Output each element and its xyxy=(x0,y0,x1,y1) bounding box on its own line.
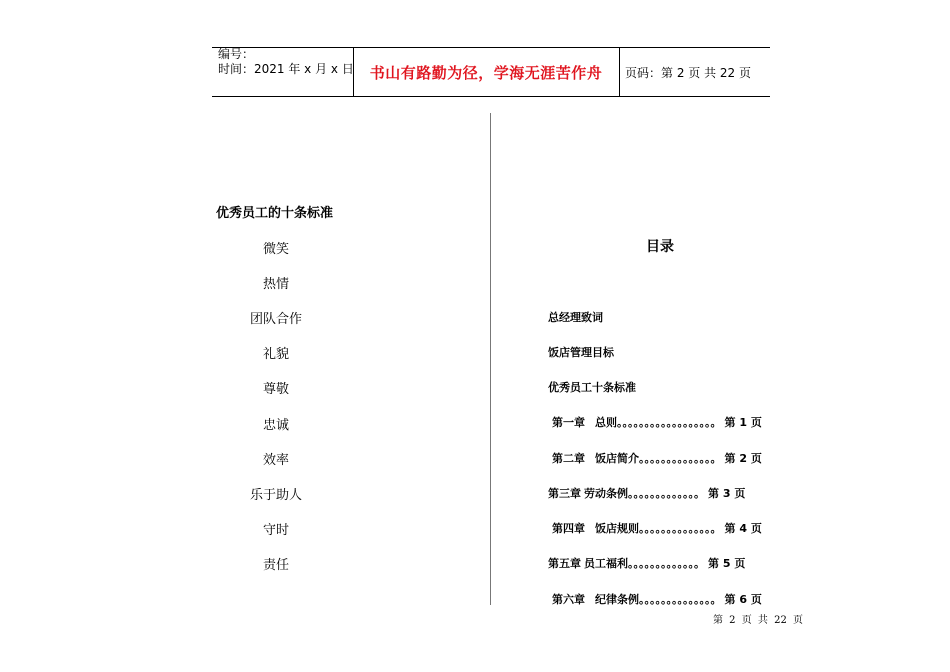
toc-chapter-name: 饭店简介 xyxy=(595,452,639,465)
toc-chapter-dots: 。。。。。。。。。。。。。。 xyxy=(639,593,722,606)
toc-chapter-dots: 。。。。。。。。。。。。。 xyxy=(628,487,705,500)
toc-chapter-number: 第五章 xyxy=(548,557,581,570)
toc-title: 目录 xyxy=(646,239,674,255)
standard-item: 乐于助人 xyxy=(249,488,302,503)
toc-chapter-name: 纪律条例 xyxy=(595,593,639,606)
column-divider xyxy=(490,113,491,605)
standard-item: 责任 xyxy=(262,558,289,573)
footer-page-number: 第 2 页 共 22 页 xyxy=(713,615,803,626)
toc-chapter-name: 饭店规则 xyxy=(595,522,639,535)
toc-chapter-page: 第 6 页 xyxy=(724,593,762,606)
standard-item: 微笑 xyxy=(262,242,289,257)
toc-chapter-page: 第 3 页 xyxy=(708,487,746,500)
toc-chapter-page: 第 5 页 xyxy=(708,557,746,570)
toc-chapter xyxy=(552,591,762,607)
toc-chapter xyxy=(548,485,745,501)
standard-item: 尊敬 xyxy=(262,382,289,397)
toc-chapter-page: 第 1 页 xyxy=(724,416,762,429)
standard-item: 守时 xyxy=(262,523,289,538)
toc-chapter-number: 第三章 xyxy=(548,487,581,500)
toc-chapter-name: 劳动条例 xyxy=(584,487,628,500)
standards-title: 优秀员工的十条标准 xyxy=(216,206,334,221)
toc-chapter xyxy=(548,555,745,571)
toc-chapter-number: 第一章 xyxy=(552,416,585,429)
toc-chapter-number: 第二章 xyxy=(552,452,585,465)
header-divider-right xyxy=(619,47,620,97)
toc-chapter-name: 员工福利 xyxy=(584,557,628,570)
toc-chapter-dots: 。。。。。。。。。。。。。。 xyxy=(639,452,722,465)
header-number: 编号： xyxy=(218,47,255,61)
toc-entry: 优秀员工十条标准 xyxy=(548,381,636,394)
toc-chapter-page: 第 2 页 xyxy=(724,452,762,465)
header-motto: 书山有路勤为径，学海无涯苦作舟 xyxy=(369,64,603,82)
standard-item: 团队合作 xyxy=(249,312,302,327)
toc-chapter-number: 第四章 xyxy=(552,522,585,535)
header-bottom-rule xyxy=(212,96,770,97)
toc-chapter-page: 第 4 页 xyxy=(724,522,762,535)
toc-chapter-name: 总则 xyxy=(595,416,617,429)
toc-chapter xyxy=(552,520,762,536)
toc-entry: 总经理致词 xyxy=(548,311,603,324)
standard-item: 热情 xyxy=(262,277,289,292)
toc-chapter xyxy=(552,414,762,430)
standard-item: 礼貌 xyxy=(262,347,289,362)
standard-item: 效率 xyxy=(262,453,289,468)
toc-entry: 饭店管理目标 xyxy=(548,346,614,359)
toc-chapter-dots: 。。。。。。。。。。。。。。 xyxy=(639,522,722,535)
header-time: 时间：2021 年 x 月 x 日 xyxy=(218,62,354,76)
toc-chapter-dots: 。。。。。。。。。。。。。。。。。。 xyxy=(617,416,722,429)
toc-chapter-number: 第六章 xyxy=(552,593,585,606)
header-page-number: 页码：第 2 页 共 22 页 xyxy=(625,66,751,80)
toc-chapter xyxy=(552,450,762,466)
toc-chapter-dots: 。。。。。。。。。。。。。 xyxy=(628,557,705,570)
standard-item: 忠诚 xyxy=(262,418,289,433)
header-info xyxy=(218,47,354,77)
